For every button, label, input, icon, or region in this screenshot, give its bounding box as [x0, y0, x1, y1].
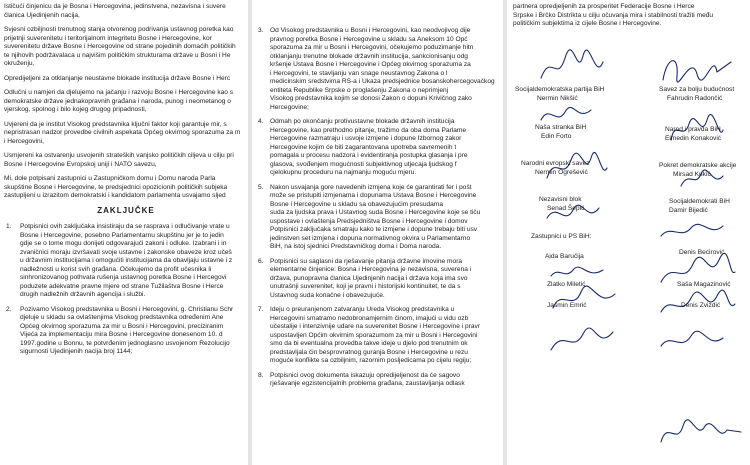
preamble-paragraph: [4, 89, 248, 115]
text-line: Hercegovini smatramo nedobronamjernim činom, imajući u vidu ozb: [270, 314, 469, 322]
text-line: entiteta Republike Srpske o proglašenju Zakona o neprimjenj: [270, 86, 449, 94]
conclusion-item: [256, 184, 503, 252]
text-line: Ističući činjenicu da je Bosna i Hercegovina, jedinstvena, nezavisna i suvere: [4, 3, 226, 10]
signatory-person-6: Mirsad Kukić: [673, 171, 711, 178]
text-line: i Hercegovini,: [4, 137, 44, 145]
text-line: može se pristupiti izmjenama i dopunama Ustava Bosne i Hercegovine: [270, 192, 477, 199]
zastupnici-label: Zastupnici u PS BiH:: [531, 233, 592, 240]
preamble-paragraph: [4, 152, 248, 169]
signatory-person-8: Damir Bijedić: [669, 207, 708, 214]
text-line: Hercegovine, kao prethodno pitanje, tražimo da oba doma Parlame: [270, 126, 467, 134]
text-line: Potpisnici ovih zaključaka insistiraju da se rasprava i odlučivanje vrate u: [20, 223, 230, 230]
text-line: te njihovih podržavalaca u najvišim političkim strukturama države u Bosni i He: [4, 51, 231, 59]
text-line: uspostave i ovlaštenja Predsjedništva Bosne i Hercegovine i domov: [270, 217, 468, 225]
signatory-party-3: Naša stranka BiH: [535, 124, 587, 131]
text-line: medicinskim sredstvima RS-a i Ukaza predsjednice bosanskohercegovačkog: [270, 78, 495, 85]
text-line: otklanjanju trenutne blokade državnih institucija, sankcionisanju odg: [270, 52, 468, 60]
text-line: okruženju,: [4, 60, 35, 67]
signatory-party-4: Narod i pravda BiH: [665, 126, 721, 133]
zastupnik-2: Zlatko Miletić: [547, 281, 586, 288]
item-number: 7.: [258, 306, 264, 313]
text-line: elementarne činjenice: Bosna i Hercegovina je nezavisna, suverena i: [270, 266, 472, 273]
signatory-person-3: Edin Forto: [541, 133, 572, 140]
item-number: 3.: [258, 27, 264, 34]
text-line: rješavanje egzistencijalnih problema građana, zaustavljanja odlask: [270, 380, 465, 387]
text-line: Opredijeljeni za otklanjanje neustavne blokade institucija države Bosne i Herc: [4, 74, 231, 82]
text-line: demokratske države jednakopravnih građana i naroda, punog i neometanog o: [4, 97, 231, 105]
text-line: Ideju o preuranjenom zatvaranju Ureda Visokog predstavnika u: [270, 306, 455, 313]
text-line: drugih nadležnih državnih agencija i službi.: [20, 291, 146, 298]
zastupnik-3: Jasmin Emrić: [547, 302, 587, 309]
text-line: BiH, na istoj sjednici Predstavničkog doma i Doma naroda.: [270, 243, 442, 250]
text-line: članica Ujedinjenih nacija,: [4, 11, 80, 19]
preamble-paragraph: [4, 175, 248, 201]
text-line: moguće konflikte sa ozbiljnim, razornim posljedicama po cijelu regiju;: [270, 357, 472, 364]
text-line: Potpisnici zaključaka smatraju kako te izmjene i dopune trebaju biti usv: [270, 226, 478, 233]
conclusion-item: [256, 306, 503, 366]
text-line: Bosne i Hercegovine, posebno Parlamentarnu skupštinu jer je to jedin: [20, 231, 224, 239]
text-line: Vijeća za implementaciju mira Bosne i Hercegovine donesenom 10. d: [20, 331, 223, 338]
item-number: 2.: [6, 305, 12, 313]
text-line: sporazuma za mir u Bosni i Hercegovini, očekujemo poduzimanje hitn: [270, 44, 474, 51]
signature-scribble-ogresevic: [541, 148, 611, 188]
text-line: suverenitetu države Bosne i Hercegovine od strane pojedinih domaćih političkih: [4, 43, 236, 50]
text-line: djeluje u skladu sa ovlaštenjima Visokog predstavnika određenim Ane: [20, 314, 224, 321]
preamble-paragraph: [4, 121, 248, 147]
preamble-paragraph: [4, 75, 248, 84]
text-line: u državnim institucijama i omogućiti institucijama da obavljaju ustavne i z: [20, 257, 233, 264]
text-line: Potpisnici ovog dokumenta iskazuju opredijeljenost da će sagovo: [270, 371, 460, 379]
conclusion-item: [4, 223, 248, 300]
signatory-person-7: Senad Šepić: [547, 205, 585, 212]
signatory-party-2: Savez za bolju budućnost: [659, 86, 735, 93]
signatory-party-1: Socijaldemokratska partija BiH: [515, 86, 605, 93]
signature-scribble-zvizdic: [657, 326, 727, 356]
conclusions-list: [4, 223, 248, 357]
text-line: sigurnosti Ujedinjenih nacija broj 1144;: [20, 348, 133, 355]
signature-scribble-radoncic: [657, 46, 737, 88]
text-line: Usmjereni ka ostvarenju usvojenih strateških vanjsko političkih ciljeva u cilju pri: [4, 152, 234, 159]
text-line: pravnog poretka Bosne i Hercegovine u skladu sa Aneksom 10 Opć: [270, 35, 468, 43]
text-line: Uvjereni da je institut Visokog predstavnika ključni faktor koji garantuje mir, s: [4, 120, 227, 128]
preamble: [4, 3, 248, 201]
text-line: država, punopravna članica Ujedinjenih nacija i država koja ima svo: [270, 274, 468, 282]
zastupnik-4: Denis Bećirović: [679, 249, 725, 256]
closing-paragraph: [513, 3, 750, 29]
text-line: skupštine Bosne i Hercegovine, te predsjednici opozicionih političkih subjeka: [4, 183, 228, 191]
conclusions-heading: ZAKLJUČKE: [97, 205, 155, 215]
conclusion-item: [256, 118, 503, 178]
text-line: Hercegovine razmatraju i usvoje izmjene i dopune Izbornog zakor: [270, 135, 462, 142]
conclusion-item: [4, 306, 248, 357]
signatory-person-2: Fahrudin Radončić: [667, 95, 723, 102]
item-number: 1.: [6, 223, 12, 230]
text-line: cjelokupnu proceduru na najmanju moguću mjeru.: [270, 169, 417, 176]
text-line: zvaničnici moraju izvršavati svoje ustavne i zakonske obaveze kroz učeš: [20, 248, 232, 256]
text-line: Srpske i Brčko Distrikta u cilju očuvanja mira i stabilnosti tražiti među: [513, 11, 714, 19]
text-line: prijetnji suverenitetu i teritorijalnom integritetu Bosne i Hercegovine, kor: [4, 34, 212, 42]
text-line: Visokog predstavnika kojim se donosi Zakon o dopuni Krivičnog zako: [270, 95, 472, 102]
item-number: 6.: [258, 257, 264, 265]
zastupnik-1: Aida Baručija: [545, 253, 584, 260]
preamble-paragraph: [4, 26, 248, 69]
text-line: Svjesni ozbiljnosti trenutnog stanja otvorenog podrivanja ustavnog poretka kao: [4, 26, 234, 33]
zastupnik-5: Saša Magazinović: [677, 281, 731, 288]
text-line: Mi, dole potpisani zastupnici u Zastupničkom domu i Domu naroda Parla: [4, 175, 216, 182]
text-line: suda za ljudska prava i Ustavnog suda Bosne i Hercegovine koje se tiču: [270, 209, 481, 216]
signature-scribble-bottom: [657, 412, 745, 452]
text-line: sinhronizovanog pothvata rušenja ustavnog poretka Bosne i Hercegovi: [20, 274, 227, 281]
signatory-person-5: Nermin Ogrešević: [535, 169, 588, 176]
conclusion-item: [256, 258, 503, 301]
text-line: smo da bi eventualna provedba takve ideje u djelo pod trenutnim ok: [270, 340, 468, 347]
text-line: Pozivamo Visokog predstavnika u Bosni i Hercegovini, g. Christianu Schr: [20, 305, 234, 313]
signatory-party-8: Socijaldemokrati BiH: [669, 198, 730, 205]
signature-scribble-emric: [547, 322, 617, 362]
text-line: poduzete adekvatne pravne mjere od strane Tužilaštva Bosne i Herce: [20, 282, 224, 290]
signature-scribble-niksic: [537, 48, 607, 88]
text-line: Nakon usvajanja gore navedenih izmjena koje će garantirati fer i pošt: [270, 183, 472, 191]
text-line: Odmah po okončanju protivustavne blokade državnih institucija: [270, 118, 455, 125]
text-line: Hercegovine kojim će biti zagarantovana upotreba savremenih t: [270, 143, 457, 151]
text-line: pomagala u procesu nadzora i evidentiranja postupka glasanja i pre: [270, 152, 468, 159]
text-line: kršenje Ustava Bosne i Hercegovine i Općeg okvirnog sporazuma za: [270, 61, 471, 68]
text-line: Bosne i Hercegovine Evropskoj uniji i NATO savezu,: [4, 160, 157, 168]
text-line: nepristrasan nadzor provedbe civilnih aspekata Općeg okvirnog sporazuma za m: [4, 129, 241, 136]
text-line: uspostavljen Općim okvirnim sporazumom za mir u Bosni i Hercegovini: [270, 331, 478, 339]
text-line: nadležnosti u korist svih građana. Očekujemo da profit učesnika li: [20, 265, 212, 273]
text-line: Bosne i Hercegovine u skladu sa obavezujućim presudama: [270, 200, 443, 208]
document-page-1: [0, 0, 248, 465]
signature-scribble-bijedic: [657, 216, 727, 246]
text-line: Odlučni u namjeri da djelujemo na jačanju i razvoju Bosne i Hercegovine kao s: [4, 89, 234, 96]
text-line: unutrašnji suverenitet, koji je pravni i historijski kontinuitet, te da s: [270, 283, 461, 290]
text-line: Od Visokog predstavnika u Bosni i Hercegovini, kao neodvojivog dije: [270, 27, 471, 34]
item-number: 5.: [258, 183, 264, 191]
text-line: 1997.godine u Bonnu, te potvrđenim jednoglasno usvojenom Rezolucijo: [20, 339, 230, 347]
item-number: 4.: [258, 118, 264, 125]
text-line: jedinstven set izmjena i dopuna normativnog okvira u Parlamentarno: [270, 234, 471, 242]
text-line: predstavljala čin besprovratnog guranja Bosne i Hercegovine u rezu: [270, 348, 468, 356]
text-line: Općeg okvirnog sporazuma za mir u Bosni i Hercegovini, preciziranim: [20, 322, 224, 330]
conclusion-item: [256, 27, 503, 112]
page-1-text: [0, 0, 248, 465]
document-page-2: [252, 0, 503, 465]
document-page-3: [507, 0, 750, 465]
item-number: 8.: [258, 371, 264, 379]
signatory-person-1: Nermin Nikšić: [537, 95, 578, 102]
text-line: Hercegovine;: [270, 103, 309, 111]
signatory-party-5: Narodni evropski savez: [521, 160, 590, 167]
text-line: partnera opredjeljenih za prosperitet Federacije Bosne i Herce: [513, 3, 695, 10]
page-2-text: [252, 0, 503, 465]
zastupnik-6: Denis Zvizdić: [681, 302, 721, 309]
text-line: Ustavnog suda konačne i obavezujuće.: [270, 291, 385, 299]
signatory-person-4: Elmedin Konaković: [665, 135, 722, 142]
text-line: i Hercegovini, te stavljanju van snage neustavnog Zakona o l: [270, 69, 448, 77]
text-line: političkim subjektima iz cijele Bosne i Hercegovine.: [513, 20, 662, 27]
text-line: vjerskog, spolnog i bilo kojeg drugog pripadnosti,: [4, 106, 147, 113]
conclusions-list-continued: [256, 27, 503, 389]
text-line: gdje se o tome mogu donijeti odgovarajući zakoni i odluke. Izabrani i in: [20, 240, 227, 247]
conclusion-item: [256, 372, 503, 389]
text-line: glasova, svođenjem mogućnosti subjektivnog utjecaja ljudskog f: [270, 160, 457, 168]
signatory-party-6: Pokret demokratske akcije: [659, 162, 737, 169]
signatory-party-7: Nezavisni blok: [539, 196, 582, 203]
text-line: Potpisnici su saglasni da rješavanje pitanja državne imovine mora: [270, 257, 463, 265]
text-line: učestalije i intenzivnije udare na suverenitet Bosne i Hercegovine i pravr: [270, 323, 481, 330]
text-line: zastupljeni u izrazitom demokratski i kandidatom parlamenta usvajamo sljed: [4, 192, 226, 199]
preamble-paragraph: [4, 3, 248, 20]
